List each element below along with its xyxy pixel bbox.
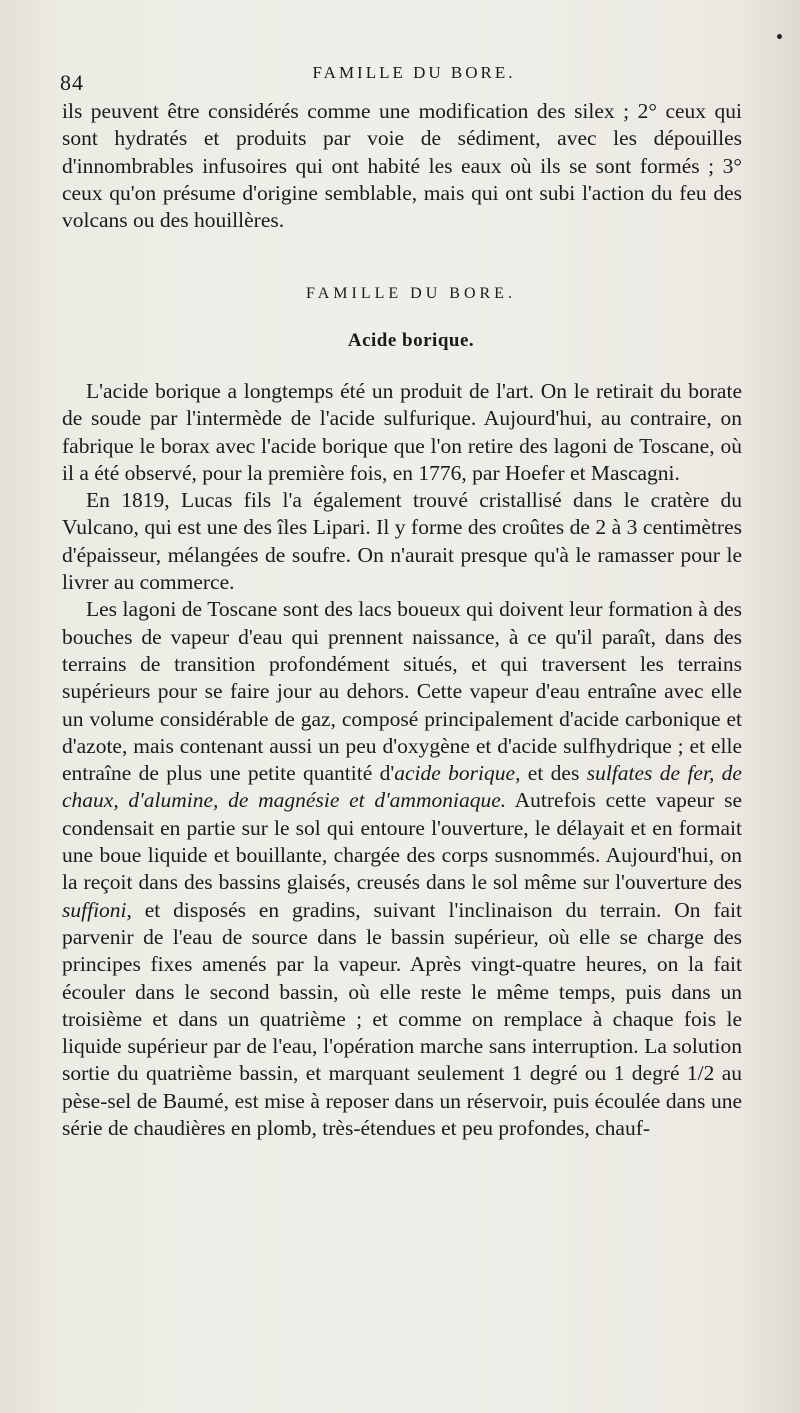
running-head: FAMILLE DU BORE. bbox=[312, 63, 516, 82]
intro-paragraph: ils peuvent être considérés comme une modification des silex ; 2° ceux qui sont hydratés et produits par voie de sédiment, avec les dépouilles d'innombrables infusoires qui ont habité les eaux où ils se sont formés ; 3° ceux qu'on présume d'origine semblable, mais qui ont subi l'action du feu des volcans ou des houillères. bbox=[62, 99, 742, 233]
intro-text bbox=[62, 98, 742, 234]
section-title: FAMILLE DU BORE. bbox=[306, 285, 516, 302]
body-text bbox=[62, 378, 742, 1142]
paragraph-3-part-c: Autrefois cette vapeur se condensait en partie sur le sol qui entoure l'ouverture, le délayait et en formait une boue liquide et bouillante, chargée des corps susnommés. Aujourd'hui, on la reçoit dans des bassins glaisés, creusés dans le sol même sur l'ouverture des bbox=[62, 788, 742, 895]
italic-sulfates: sulfates de fer, de chaux, d'alumine, de magnésie et d'ammoniaque. bbox=[62, 761, 742, 813]
paragraph-2: En 1819, Lucas fils l'a également trouvé cristallisé dans le cratère du Vulcano, qui est une des îles Lipari. Il y forme des croûtes de 2 à 3 centimètres d'épaisseur, mélangées de soufre. On n'aurait presque qu'à le ramasser pour le livrer au commerce. bbox=[62, 488, 742, 595]
page-number: 84 bbox=[60, 70, 84, 95]
subsection-title: Acide borique. bbox=[347, 330, 475, 351]
paragraph-3-part-a: Les lagoni de Toscane sont des lacs boueux qui doivent leur formation à des bouches de vapeur d'eau qui prennent naissance, à ce qu'il paraît, dans des terrains de transition profondément situés, et qui traversent les terrains supérieurs pour se faire jour au dehors. Cette vapeur d'eau entraîne avec elle un volume considérable de gaz, composé principalement d'acide carbonique et d'azote, mais contenant aussi un peu d'oxygène et d'acide sulfhydrique ; et elle entraîne de plus une petite quantité d' bbox=[62, 597, 742, 786]
paragraph-3-part-b: , et des bbox=[515, 761, 587, 786]
ink-dot bbox=[777, 34, 782, 39]
italic-suffioni: suffioni bbox=[62, 897, 127, 922]
paragraph-3-part-d: , et disposés en gradins, suivant l'inclinaison du terrain. On fait parvenir de l'eau de source dans le bassin supérieur, où elle se charge des principes fixes amenés par la vapeur. Après vingt-quatre heures, on la fait écouler dans le second bassin, où elle reste le même temps, puis dans un troisième et dans un quatrième ; et comme on remplace à chaque fois le liquide supérieur par de l'eau, l'opération marche sans interruption. La solution sortie du quatrième bassin, et marquant seulement 1 degré ou 1 degré 1/2 au pèse-sel de Baumé, est mise à reposer dans un réservoir, puis écoulée dans une série de chaudières en plomb, très-étendues et peu profondes, chauf- bbox=[62, 897, 742, 1141]
italic-acide-borique: acide borique bbox=[394, 761, 516, 786]
paragraph-1: L'acide borique a longtemps été un produit de l'art. On le retirait du borate de soude par l'intermède de l'acide sulfurique. Aujourd'hui, au contraire, on fabrique le borax avec l'acide borique que l'on retire des lagoni de Toscane, où il a été observé, pour la première fois, en 1776, par Hoefer et Mascagni. bbox=[62, 379, 742, 485]
paragraph-3 bbox=[62, 596, 742, 1142]
